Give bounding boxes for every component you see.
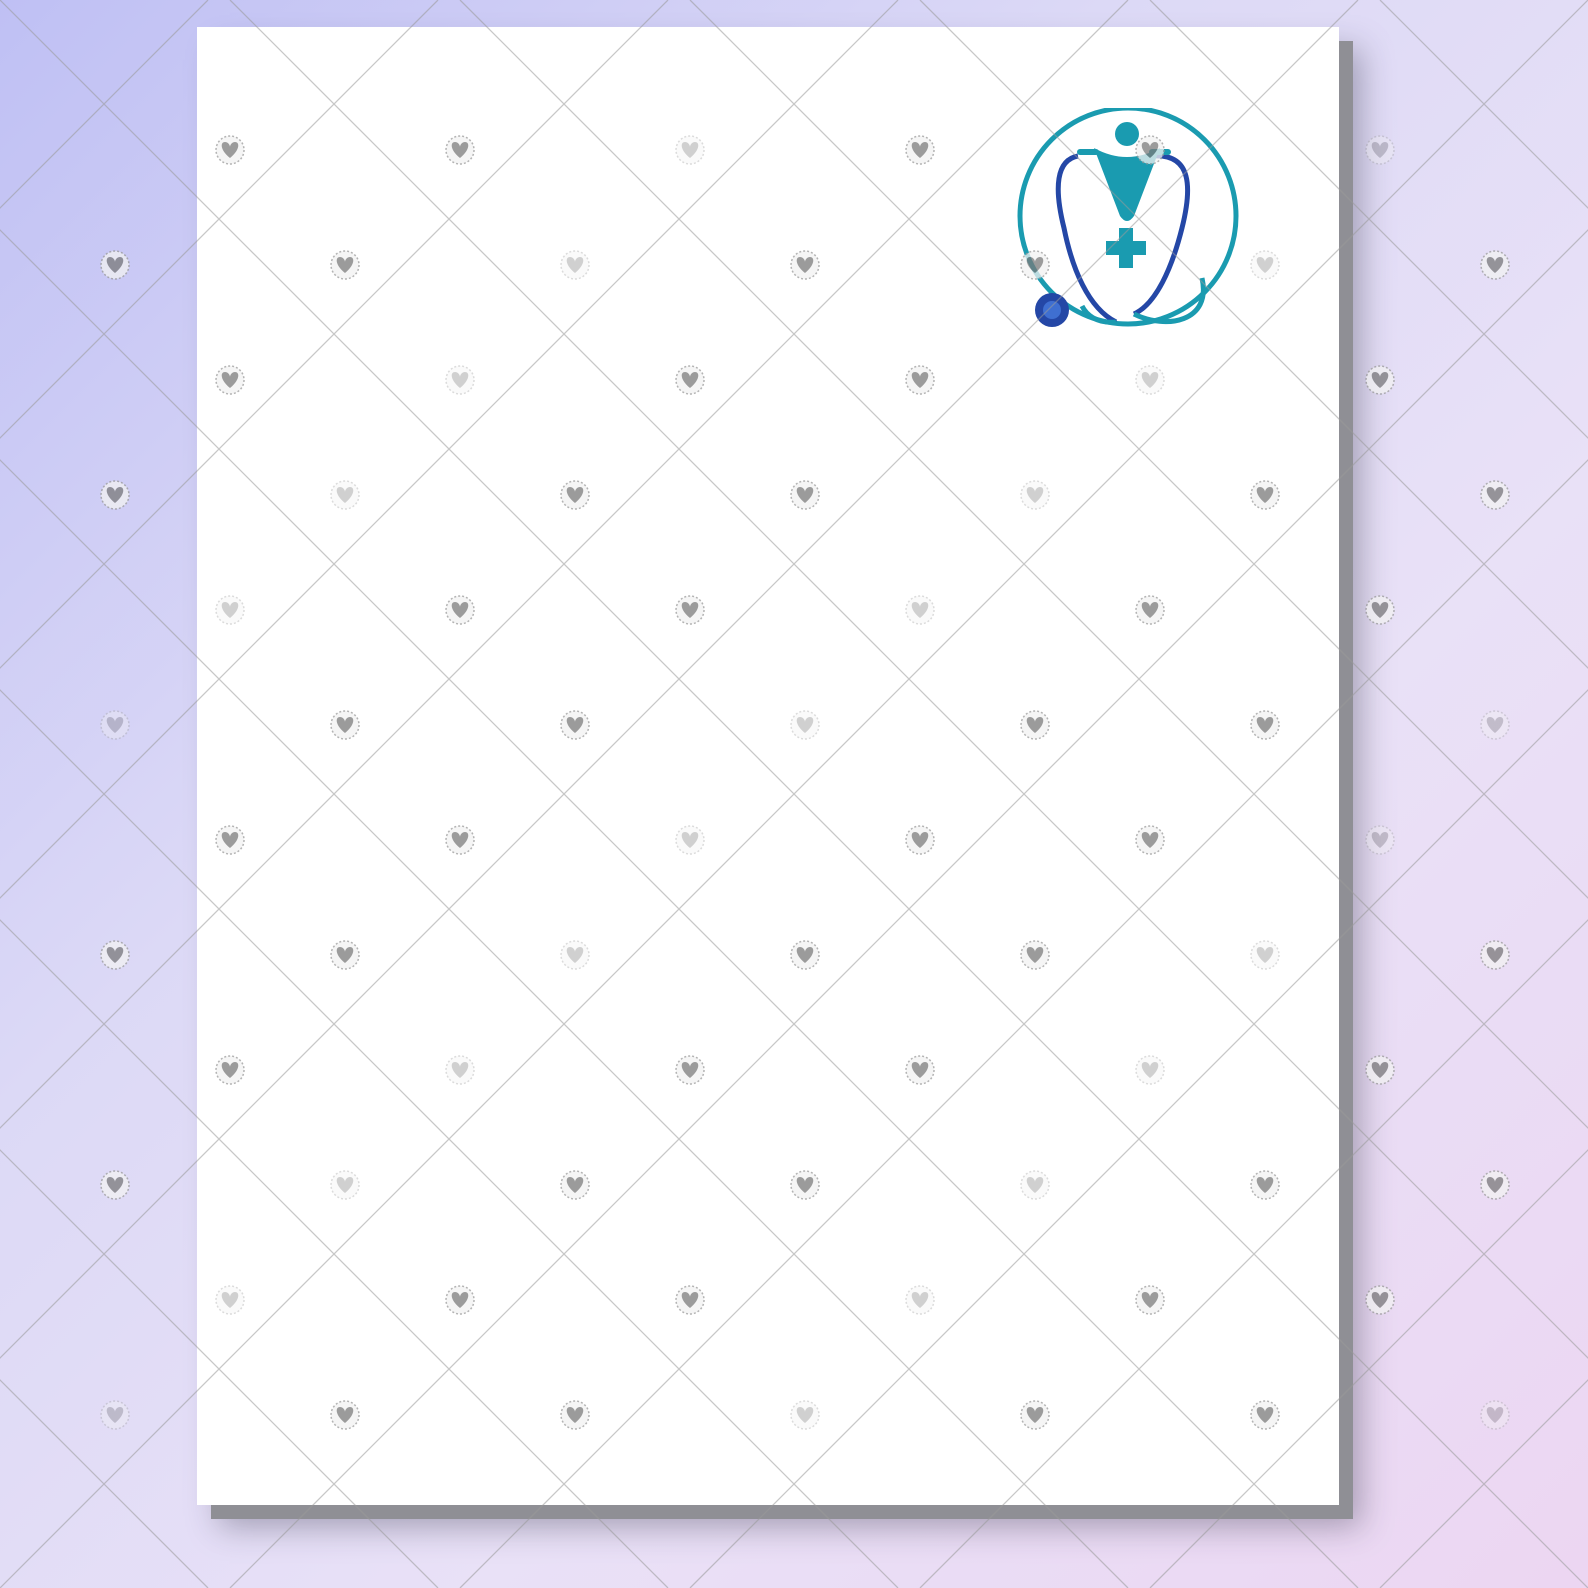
heart-bead-icon (101, 941, 129, 969)
heart-bead-icon (101, 251, 129, 279)
heart-bead-icon (1481, 1171, 1509, 1199)
heart-bead-icon (1481, 1401, 1509, 1429)
heart-bead-icon (1481, 711, 1509, 739)
heart-bead-icon (1481, 251, 1509, 279)
heart-bead-icon (101, 1171, 129, 1199)
heart-bead-icon (1366, 596, 1394, 624)
heart-bead-icon (1366, 826, 1394, 854)
heart-bead-icon (101, 711, 129, 739)
heart-bead-icon (101, 1401, 129, 1429)
heart-bead-icon (1366, 136, 1394, 164)
heart-bead-icon (1481, 941, 1509, 969)
medical-logo-icon (1016, 108, 1246, 338)
heart-bead-icon (1481, 481, 1509, 509)
heart-bead-icon (1366, 1056, 1394, 1084)
heart-bead-icon (101, 481, 129, 509)
heart-bead-icon (1366, 1286, 1394, 1314)
heart-bead-icon (1366, 366, 1394, 394)
